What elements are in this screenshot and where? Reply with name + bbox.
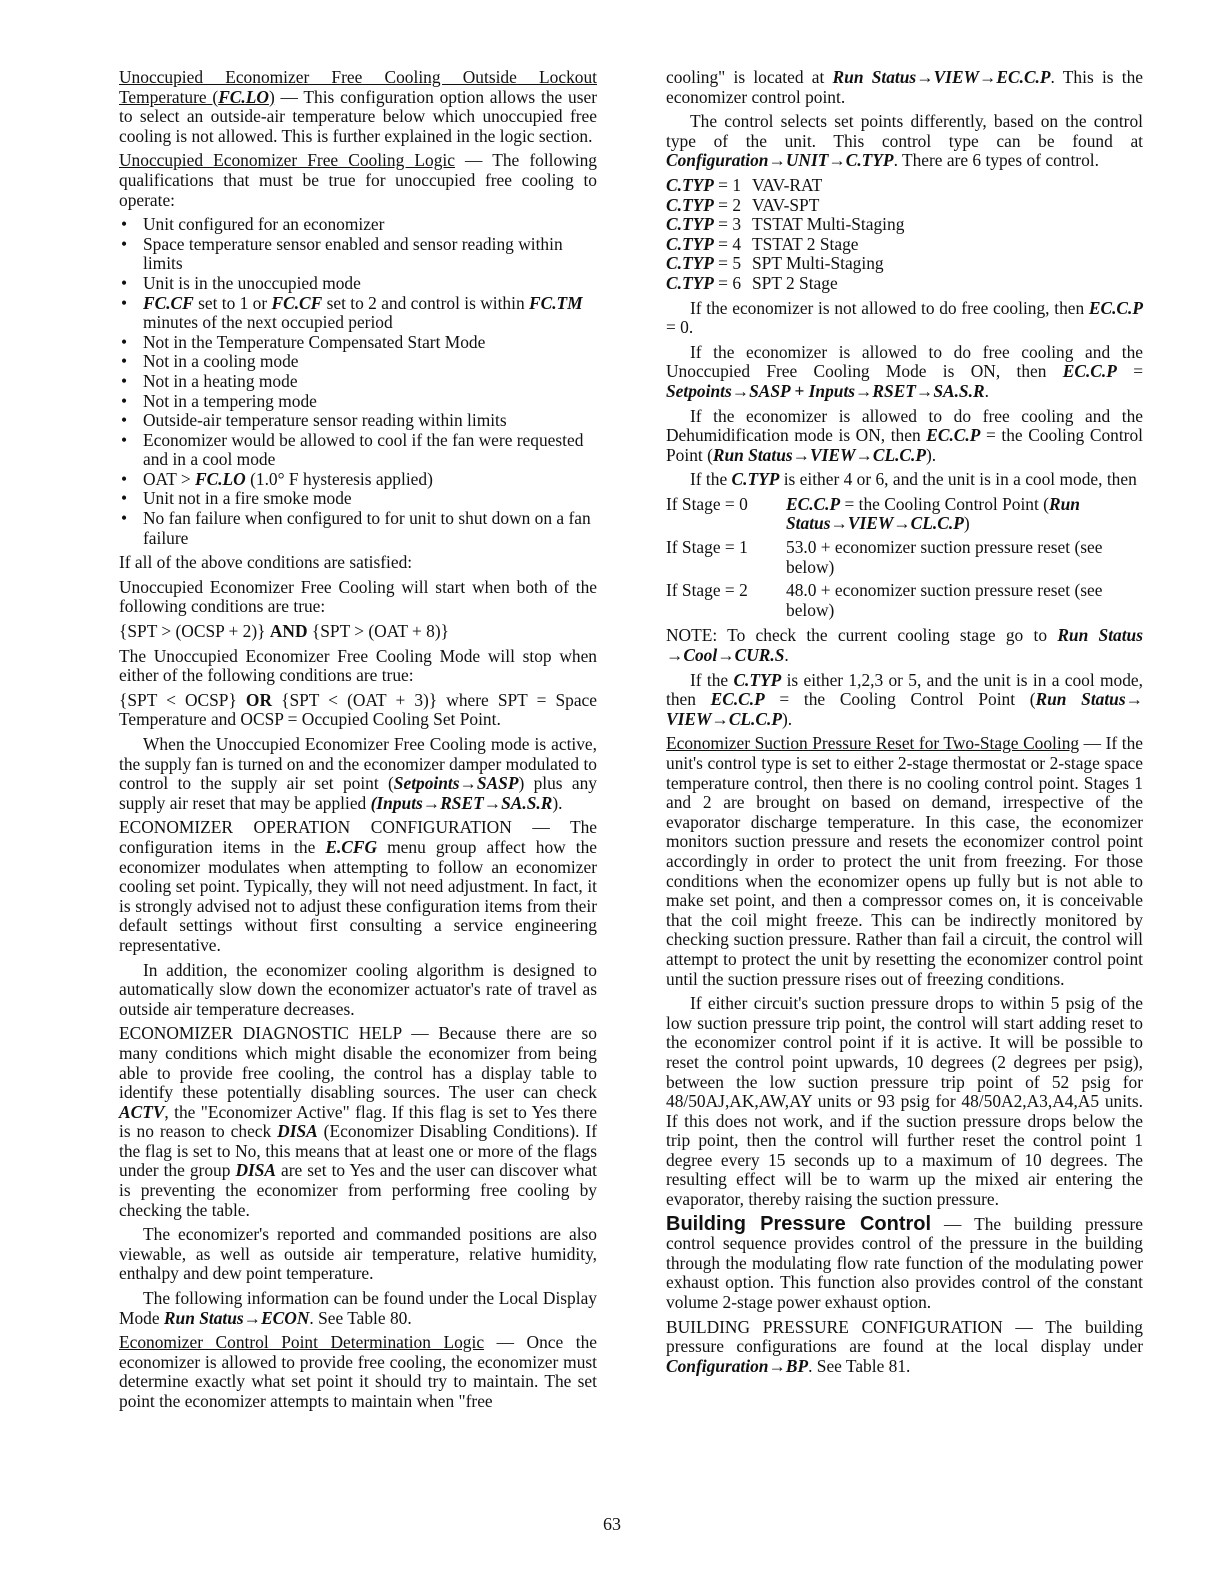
suction-reset-paragraph: Economizer Suction Pressure Reset for Two-Stage Cooling — If the unit's control type is set to either 2-stage thermostat or 2-stage space temperature control, then there is no cooling control point. Stages 1 and 2 are brought on based on demand, irrespective of the evaporator discharge temperature. In this case, the economizer monitors suction pressure and resets the economizer control point accordingly in order to protect the unit from freezing. For those conditions when the economizer opens up fully but is not able to make set point, and then a compressor comes on, it is conceivable that the coil might freeze. This can be indirectly monitored by checking suction pressure. Rather than fail a circuit, the control will attempt to protect the unit by resetting the economizer control point until the suction pressure rises out of freezing conditions.: [666, 733, 1143, 989]
list-item: • Outside-air temperature sensor reading within limits: [119, 411, 597, 431]
left-column: [119, 68, 597, 1417]
list-item: • Not in a cooling mode: [119, 352, 597, 372]
ctyp-desc: VAV-SPT: [752, 194, 820, 215]
stage-label: If Stage = 1: [666, 537, 748, 558]
free-cooling-active-paragraph: When the Unoccupied Economizer Free Cooling mode is active, the supply fan is turned on and the economizer damper modulated to control to the supply air set point (Setpoints→SASP) plus any supply air reset that may be applied (Inputs→RSET→SA.S.R).: [119, 734, 597, 813]
fclo-heading: Unoccupied Economizer Free Cooling Outside Lockout Temperature (FC.LO): [119, 67, 597, 107]
not-allowed-paragraph: If the economizer is not allowed to do free cooling, then EC.C.P = 0.: [666, 297, 1143, 338]
stage-2-row: [666, 581, 1143, 620]
start-conditions-text: Unoccupied Economizer Free Cooling will start when both of the following conditions are true:: [119, 576, 597, 617]
ctyp-desc: TSTAT Multi-Staging: [752, 214, 905, 235]
note-paragraph: NOTE: To check the current cooling stage go to Run Status →Cool→CUR.S.: [666, 625, 1143, 666]
start-formula: {SPT > (OCSP + 2)} AND {SPT > (OAT + 8)}: [119, 621, 450, 642]
list-item: • Not in the Temperature Compensated Start Mode: [119, 333, 597, 353]
ctyp-label: C.TYP = 5: [666, 253, 742, 274]
list-item: • No fan failure when configured to for unit to shut down on a fan failure: [119, 509, 597, 548]
list-item: • Unit configured for an economizer: [119, 215, 597, 235]
stop-formula: {SPT < OCSP} OR {SPT < (OAT + 3)} where SPT = Space Temperature and OCSP = Occupied Cooling Set Point.: [119, 689, 597, 730]
suction-pressure-paragraph: If either circuit's suction pressure drops to within 5 psig of the low suction pressure trip point, the control will start adding reset to the economizer control point if it is active. It will be possible to reset the control point upwards, 10 degrees (2 degrees per psig), between the low suction pressure trip point of 52 psig for 48/50AJ,AK,AW,AY units or 93 psig for 48/50A2,A3,A4,A5 units. If this does not work, and if the suction pressure drops below the trip point, then the control will further reset the control point 1 degree every 15 seconds up to a maximum of 10 degrees. The resulting effect will be to warm up the mixed air entering the evaporator, thereby raising the suction pressure.: [666, 993, 1143, 1210]
control-type-table: [666, 176, 1143, 294]
free-cooling-logic-heading: Unoccupied Economizer Free Cooling Logic: [119, 150, 455, 171]
local-display-paragraph: The following information can be found under the Local Display Mode Run Status→ECON. See Table 80.: [119, 1288, 597, 1328]
ctyp-4-6-paragraph: If the C.TYP is either 4 or 6, and the unit is in a cool mode, then: [690, 469, 1137, 490]
stage-value: 48.0 + economizer suction pressure reset (see below): [786, 580, 1103, 620]
control-point-logic-paragraph: Economizer Control Point Determination Logic — Once the economizer is allowed to provide free cooling, the economizer must determine exactly what set point it should try to maintain. The set point the economizer attempts to maintain when "free: [119, 1332, 597, 1411]
ctyp-label: C.TYP = 2: [666, 194, 742, 215]
building-pressure-config-paragraph: BUILDING PRESSURE CONFIGURATION — The building pressure configurations are found at the local display under Configuration→BP. See Table 81.: [666, 1316, 1143, 1376]
dehumidification-paragraph: If the economizer is allowed to do free cooling and the Dehumidification mode is ON, then EC.C.P = the Cooling Control Point (Run Status→VIEW→CL.C.P).: [666, 405, 1143, 465]
ctyp-label: C.TYP = 4: [666, 233, 742, 254]
list-item: • Not in a heating mode: [119, 372, 597, 392]
page-number: 63: [603, 1514, 621, 1534]
suction-reset-heading: Economizer Suction Pressure Reset for Two-Stage Cooling: [666, 733, 1080, 754]
stage-value: EC.C.P = the Cooling Control Point (Run Status→VIEW→CL.C.P): [786, 493, 1080, 534]
list-item: • Space temperature sensor enabled and sensor reading within limits: [119, 235, 597, 274]
list-item: • Unit not in a fire smoke mode: [119, 489, 597, 509]
stage-value: 53.0 + economizer suction pressure reset (see below): [786, 537, 1103, 577]
fclo-paragraph: Unoccupied Economizer Free Cooling Outside Lockout Temperature (FC.LO) — This configuration option allows the user to select an outside-air temperature below which unoccupied free cooling is not allowed. This is further explained in the logic section.: [119, 67, 597, 146]
ctyp-desc: SPT 2 Stage: [752, 272, 838, 293]
ctyp-desc: SPT Multi-Staging: [752, 253, 884, 274]
ctyp-label: C.TYP = 6: [666, 272, 742, 293]
conditions-satisfied-text: If all of the above conditions are satisfied:: [119, 552, 413, 573]
control-point-location-paragraph: cooling" is located at Run Status→VIEW→EC.C.P. This is the economizer control point.: [666, 67, 1144, 107]
right-column: [666, 68, 1143, 1381]
list-item: • Not in a tempering mode: [119, 392, 597, 412]
positions-paragraph: The economizer's reported and commanded positions are also viewable, as well as outside air temperature, relative humidity, enthalpy and dew point temperature.: [119, 1224, 597, 1284]
list-item: • OAT > FC.LO (1.0° F hysteresis applied): [119, 470, 597, 490]
algorithm-paragraph: In addition, the economizer cooling algorithm is designed to automatically slow down the economizer actuator's rate of travel as outside air temperature decreases.: [119, 959, 597, 1019]
ctyp-desc: VAV-RAT: [752, 174, 823, 195]
stage-label: If Stage = 0: [666, 493, 748, 514]
ctyp-label: C.TYP = 3: [666, 214, 742, 235]
control-point-logic-heading: Economizer Control Point Determination Logic: [119, 1332, 485, 1353]
list-item: • Economizer would be allowed to cool if the fan were requested and in a cool mode: [119, 431, 597, 470]
ctyp-label: C.TYP = 1: [666, 174, 742, 195]
stage-label: If Stage = 2: [666, 580, 748, 601]
free-cooling-logic-paragraph: Unoccupied Economizer Free Cooling Logic — The following qualifications that must be true for unoccupied free cooling to operate:: [119, 150, 597, 210]
unoccupied-on-paragraph: If the economizer is allowed to do free cooling and the Unoccupied Free Cooling Mode is ON, then EC.C.P = Setpoints→SASP + Inputs→RSET→SA.S.R.: [666, 341, 1143, 401]
control-type-paragraph: The control selects set points differently, based on the control type of the unit. This control type can be found at Configuration→UNIT→C.TYP. There are 6 types of control.: [666, 111, 1143, 171]
list-item: • Unit is in the unoccupied mode: [119, 274, 597, 294]
list-item: • FC.CF set to 1 or FC.CF set to 2 and control is within FC.TM minutes of the next occupied period: [119, 294, 597, 333]
stage-1-row: [666, 538, 1143, 577]
ctyp-1235-paragraph: If the C.TYP is either 1,2,3 or 5, and the unit is in a cool mode, then EC.C.P = the Cooling Control Point (Run Status→ VIEW→CL.C.P).: [666, 669, 1144, 729]
diagnostic-help-paragraph: ECONOMIZER DIAGNOSTIC HELP — Because there are so many conditions which might disable the economizer from being able to provide free cooling, the control has a display table to identify these potentially disabling sources. The user can check ACTV, the "Economizer Active" flag. If this flag is set to Yes there is no reason to check DISA (Economizer Disabling Conditions). If the flag is set to No, this means that at least one or more of the flags under the group DISA are set to Yes and the user can discover what is preventing the economizer from performing free cooling by checking the table.: [119, 1023, 597, 1220]
operation-config-paragraph: ECONOMIZER OPERATION CONFIGURATION — The configuration items in the E.CFG menu group affect how the economizer modulates when attempting to follow an economizer cooling set point. Typically, they will not need adjustment. In fact, it is strongly advised not to adjust these configuration items from their default settings without first consulting a service engineering representative.: [119, 817, 598, 955]
stop-conditions-text: The Unoccupied Economizer Free Cooling Mode will stop when either of the following conditions are true:: [119, 645, 597, 686]
stage-0-row: [666, 495, 1143, 534]
qualification-list: [119, 215, 597, 548]
building-pressure-paragraph: Building Pressure Control — The building pressure control sequence provides control of the pressure in the building through the modulating flow rate function of the modulating power exhaust option. This function also provides control of the constant volume 2-stage power exhaust option.: [666, 1212, 1143, 1313]
building-pressure-heading: Building Pressure Control: [666, 1212, 932, 1235]
ctyp-desc: TSTAT 2 Stage: [752, 233, 859, 254]
